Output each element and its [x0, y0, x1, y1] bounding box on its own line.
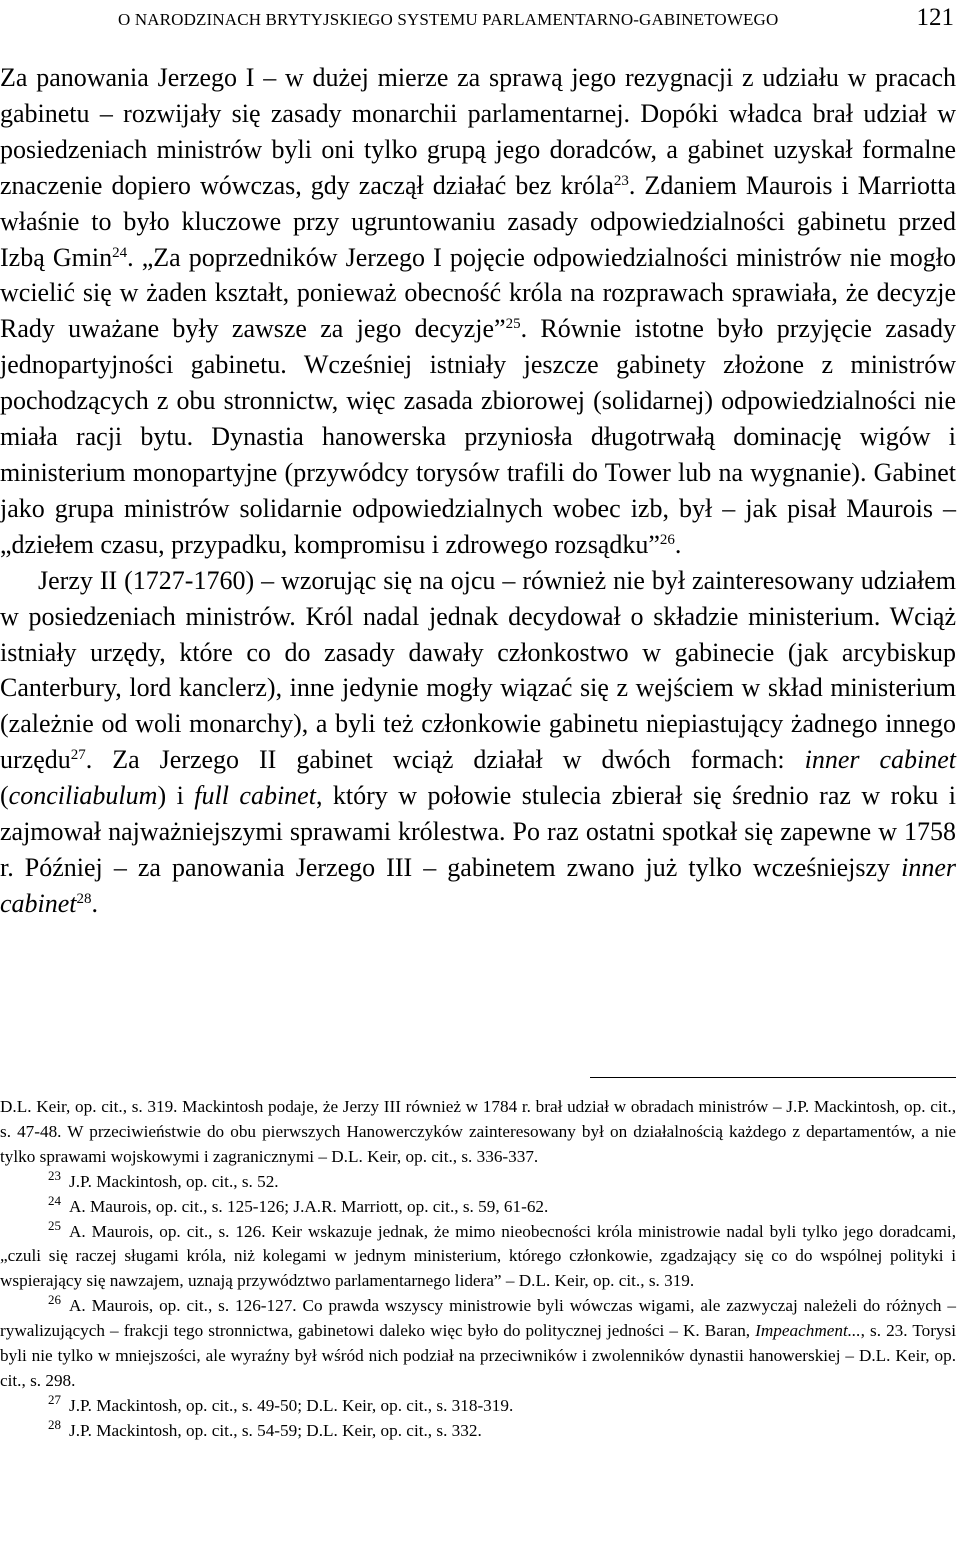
footnote-28 — [0, 1416, 956, 1444]
italic-term: inner cabinet — [804, 745, 956, 775]
text-run: , który w połowie stulecia zbierał się średnio raz w roku i zajmował najważniejszymi sprawami królestwa. Po raz ostatni spotkał się zapewne w 1758 r. Później – za panowania Jerzego III – gabinetem zwano już tylko wcześniejszy — [0, 781, 956, 882]
text-run: . „Za poprzedników Jerzego I pojęcie odpowiedzialności ministrów nie mogło wcielić się w żaden kształt, ponieważ obecność króla na rozprawach sprawiała, że decyzje Rady uważane były zawsze za jego decyzje” — [0, 242, 956, 344]
text-run: . Równie istotne było przyjęcie zasady jednopartyjności gabinetu. Wcześniej istniały jeszcze gabinety złożone z ministrów pochodzących z obu stronnictw, więc zasada zbiorowej (solidarnej) odpowiedzialności nie miała racji bytu. Dynastia hanowerska przyniosła długotrwałą dominację wigów i ministerium monopartyjne (przywódcy torysów trafili do Tower lub na wygnanie). Gabinet jako grupa ministrów solidarnie odpowiedzialnych wobec izb, był – jak pisał Maurois – „dziełem czasu, przypadku, kompromisu i zdrowego rozsądku” — [0, 314, 956, 559]
footnote-text: , s. 23. Torysi byli nie tylko w mniejszości, ale wyraźny był wśród nich podział na przeciwników i zwolenników dynastii hanowerskiej – D.L. Keir, op. cit., s. 298. — [0, 1321, 956, 1390]
running-header-title: O NARODZINACH BRYTYJSKIEGO SYSTEMU PARLAMENTARNO-GABINETOWEGO — [118, 10, 779, 29]
footnote-text: A. Maurois, op. cit., s. 125-126; J.A.R. Marriott, op. cit., s. 59, 61-62. — [69, 1196, 549, 1216]
text-run: Za panowania Jerzego I – w dużej mierze za sprawą jego rezygnacji z udziału w pracach gabinetu – rozwijały się zasady monarchii parlamentarnej. Dopóki władca brał udział w posiedzeniach ministrów byli oni tylko grupą jego doradców, a gabinet uzyskał formalne znaczenie dopiero wówczas, gdy zaczął działać bez króla — [0, 63, 956, 200]
footnote-text: A. Maurois, op. cit., s. 126. Keir wskazuje jednak, że mimo nieobecności króla ministrowie nadal byli tylko jego doradcami, „czuli się raczej sługami króla, niż kolegami w jednym ministerium, którego członkowie, zgadzający się co do wspólnej polityki i wspierający się nawzajem, uznają przywództwo parlamentarnego lidera” – D.L. Keir, op. cit., s. 319. — [0, 1221, 956, 1291]
paragraph-2 — [0, 563, 956, 922]
footnote-number: 27 — [48, 1391, 61, 1407]
footnote-ref-24: 24 — [112, 244, 128, 261]
footnote-text: J.P. Mackintosh, op. cit., s. 54-59; D.L. Keir, op. cit., s. 332. — [69, 1420, 482, 1440]
italic-term: full cabinet — [194, 781, 316, 811]
footnote-23 — [0, 1167, 956, 1195]
footnote-number: 23 — [48, 1167, 61, 1183]
paragraph-1 — [0, 60, 956, 563]
text-run: ( — [0, 781, 9, 811]
footnote-ref-23: 23 — [613, 172, 629, 189]
main-text — [0, 60, 956, 922]
footnote-ref-26: 26 — [659, 531, 675, 548]
footnote-25 — [0, 1217, 956, 1295]
footnote-number: 24 — [48, 1192, 61, 1208]
italic-term: conciliabulum — [8, 781, 158, 811]
footnote-separator — [590, 1077, 956, 1078]
footnote-26 — [0, 1294, 956, 1394]
text-run: Jerzy II (1727-1760) – wzorując się na ojcu – również nie był zainteresowany udziałem w posiedzeniach ministrów. Król nadal jednak decydował o składzie ministerium. Wciąż istniały urzędy, które co do zasady dawały członkostwo w gabinecie (jak arcybiskup Canterbury, lord kanclerz), inne jedynie mogły wiązać się z wejściem w skład ministerium (zależnie od woli monarchy), a byli też członkowie gabinetu niepiastujący żadnego innego urzędu — [0, 565, 956, 775]
running-header — [118, 4, 954, 34]
text-run: . — [674, 529, 682, 559]
page-number: 121 — [916, 4, 954, 31]
footnote-24 — [0, 1192, 956, 1220]
footnote-ref-25: 25 — [505, 316, 521, 333]
footnote-ref-28: 28 — [76, 890, 92, 907]
text-run: . — [91, 888, 99, 918]
italic-term: inner cabinet — [0, 852, 956, 918]
footnote-text: J.P. Mackintosh, op. cit., s. 49-50; D.L. Keir, op. cit., s. 318-319. — [69, 1395, 514, 1415]
footnote-ref-27: 27 — [70, 747, 86, 764]
text-run: . Zdaniem Maurois i Marriotta właśnie to było kluczowe przy ugruntowaniu zasady odpowiedzialności gabinetu przed Izbą Gmin — [0, 170, 956, 272]
footnote-27 — [0, 1391, 956, 1419]
footnote-continuation: D.L. Keir, op. cit., s. 319. Mackintosh podaje, że Jerzy III również w 1784 r. brał udział w obradach ministrów – J.P. Mackintosh, op. cit., s. 47-48. W przeciwieństwie do obu pierwszych Hanowerczyków zainteresowany był on działalnością każdego z departamentów, a nie tylko sprawami wojskowymi i zagranicznymi – D.L. Keir, op. cit., s. 336-337. — [0, 1097, 956, 1166]
footnote-italic-title: Impeachment... — [755, 1321, 861, 1341]
footnote-number: 28 — [48, 1416, 61, 1432]
footnote-number: 26 — [48, 1292, 61, 1308]
footnote-number: 25 — [48, 1217, 61, 1233]
footnotes — [0, 1095, 956, 1444]
footnote-text: A. Maurois, op. cit., s. 126-127. Co prawda wszyscy ministrowie byli wówczas wigami, ale zazwyczaj należeli do różnych – rywalizujących – frakcji tego stronnictwa, gabinetowi daleko więc było do politycznej jedności – K. Baran, — [0, 1296, 956, 1341]
text-run: . Za Jerzego II gabinet wciąż działał w dwóch formach: — [85, 745, 805, 775]
text-run: ) i — [157, 781, 195, 811]
footnote-text: J.P. Mackintosh, op. cit., s. 52. — [69, 1171, 279, 1191]
